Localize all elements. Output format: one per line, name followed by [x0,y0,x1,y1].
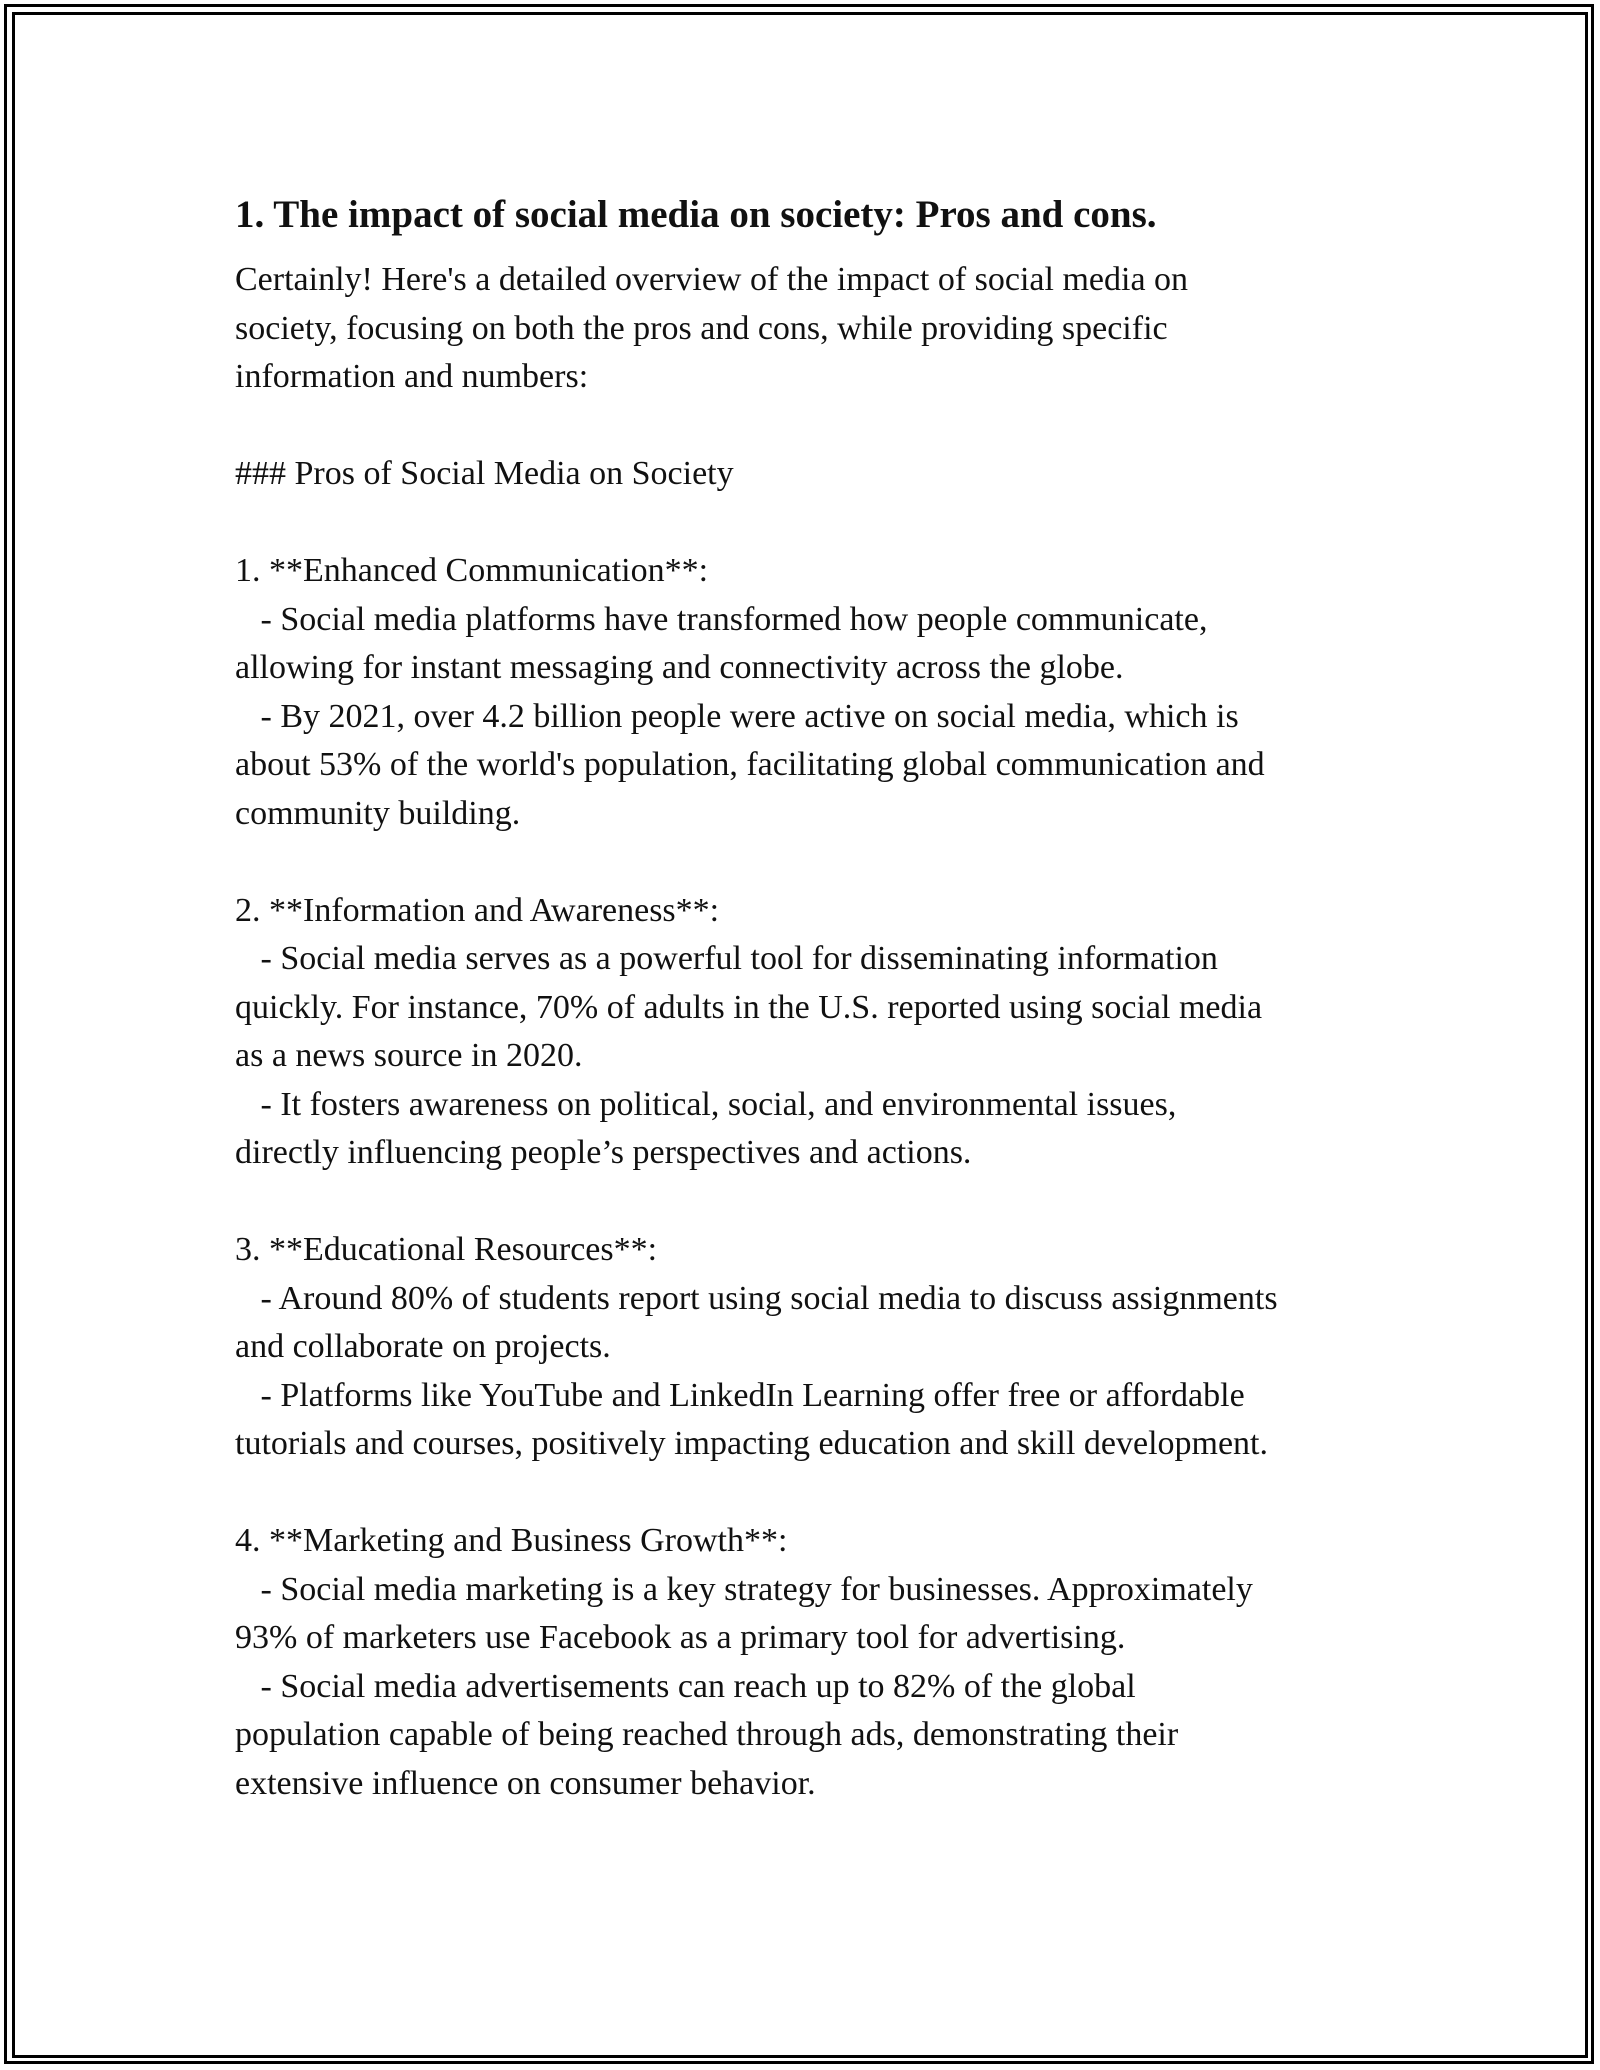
text-line: as a news source in 2020. [235,1037,583,1074]
section-heading: ### Pros of Social Media on Society [235,455,734,492]
text-line: extensive influence on consumer behavior. [235,1764,816,1802]
text-line: - It fosters awareness on political, social, and environmental issues, [235,1085,1177,1123]
text-line: allowing for instant messaging and connectivity across the globe. [235,649,1124,686]
text-line: community building. [235,794,521,832]
text-line: society, focusing on both the pros and cons, while providing specific [235,309,1168,347]
text-line: - By 2021, over 4.2 billion people were active on social media, which is [235,697,1239,735]
text-line: - Social media platforms have transformed how people communicate, [235,600,1208,638]
text-line: - Social media advertisements can reach up to 82% of the global [235,1667,1136,1705]
list-item-heading: 1. **Enhanced Communication**: [235,552,709,589]
blank-line [235,1178,1375,1227]
blank-line [235,1469,1375,1518]
text-line: and collaborate on projects. [235,1328,611,1365]
list-item-heading: 3. **Educational Resources**: [235,1231,658,1268]
text-line: - Social media serves as a powerful tool for disseminating information [235,940,1218,977]
blank-line [235,499,1375,548]
text-line: - Social media marketing is a key strategy for businesses. Approximately [235,1570,1253,1608]
text-line: quickly. For instance, 70% of adults in the U.S. reported using social media [235,988,1263,1026]
text-line: 93% of marketers use Facebook as a primary tool for advertising. [235,1619,1126,1656]
text-line: - Around 80% of students report using social media to discuss assignments [235,1279,1278,1317]
text-line: Certainly! Here's a detailed overview of the impact of social media on [235,261,1189,298]
text-line: population capable of being reached through ads, demonstrating their [235,1716,1179,1753]
document-text [235,256,1375,1808]
text-line: directly influencing people’s perspectives and actions. [235,1134,972,1171]
document-body [235,180,1375,1808]
blank-line [235,402,1375,451]
blank-line [235,838,1375,887]
document-title: 1. The impact of social media on society: Pros and cons. [235,193,1157,236]
text-line: about 53% of the world's population, facilitating global communication and [235,746,1265,783]
list-item-heading: 4. **Marketing and Business Growth**: [235,1522,788,1559]
list-item-heading: 2. **Information and Awareness**: [235,891,720,929]
text-line: tutorials and courses, positively impacting education and skill development. [235,1425,1268,1462]
text-line: information and numbers: [235,358,589,395]
text-line: - Platforms like YouTube and LinkedIn Learning offer free or affordable [235,1376,1245,1414]
